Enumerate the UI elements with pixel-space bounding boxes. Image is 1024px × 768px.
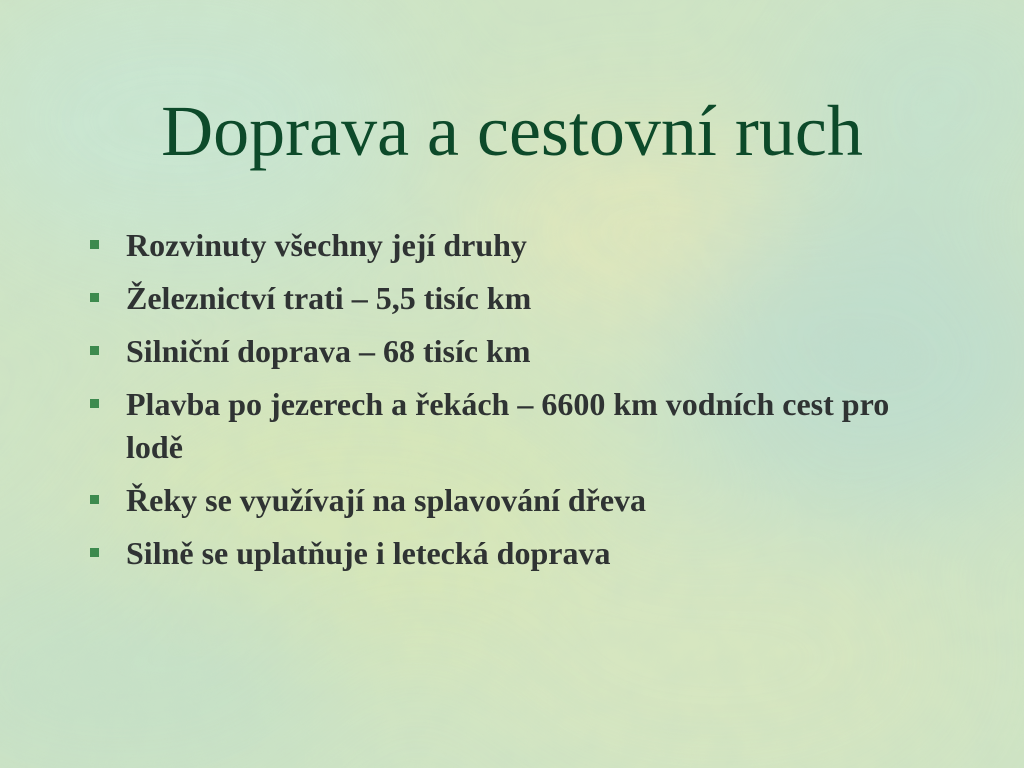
square-bullet-icon bbox=[90, 293, 99, 302]
square-bullet-icon bbox=[90, 495, 99, 504]
bullet-item bbox=[86, 330, 906, 373]
bullet-item bbox=[86, 224, 906, 267]
square-bullet-icon bbox=[90, 240, 99, 249]
square-bullet-icon bbox=[90, 548, 99, 557]
bullet-item bbox=[86, 277, 906, 320]
bullet-list bbox=[86, 224, 906, 585]
bullet-text: Rozvinuty všechny její druhy bbox=[126, 227, 527, 263]
bullet-text: Silniční doprava – 68 tisíc km bbox=[126, 333, 531, 369]
bullet-text: Řeky se využívají na splavování dřeva bbox=[126, 482, 647, 518]
square-bullet-icon bbox=[90, 346, 99, 355]
bullet-text: Železnictví trati – 5,5 tisíc km bbox=[126, 280, 532, 316]
bullet-text: Plavba po jezerech a řekách – 6600 km vodních cest pro lodě bbox=[126, 386, 890, 465]
bullet-item bbox=[86, 479, 906, 522]
bullet-item bbox=[86, 532, 906, 575]
bullet-item bbox=[86, 383, 906, 469]
bullet-text: Silně se uplatňuje i letecká doprava bbox=[126, 535, 611, 571]
slide-title: Doprava a cestovní ruch bbox=[161, 91, 863, 171]
square-bullet-icon bbox=[90, 399, 99, 408]
